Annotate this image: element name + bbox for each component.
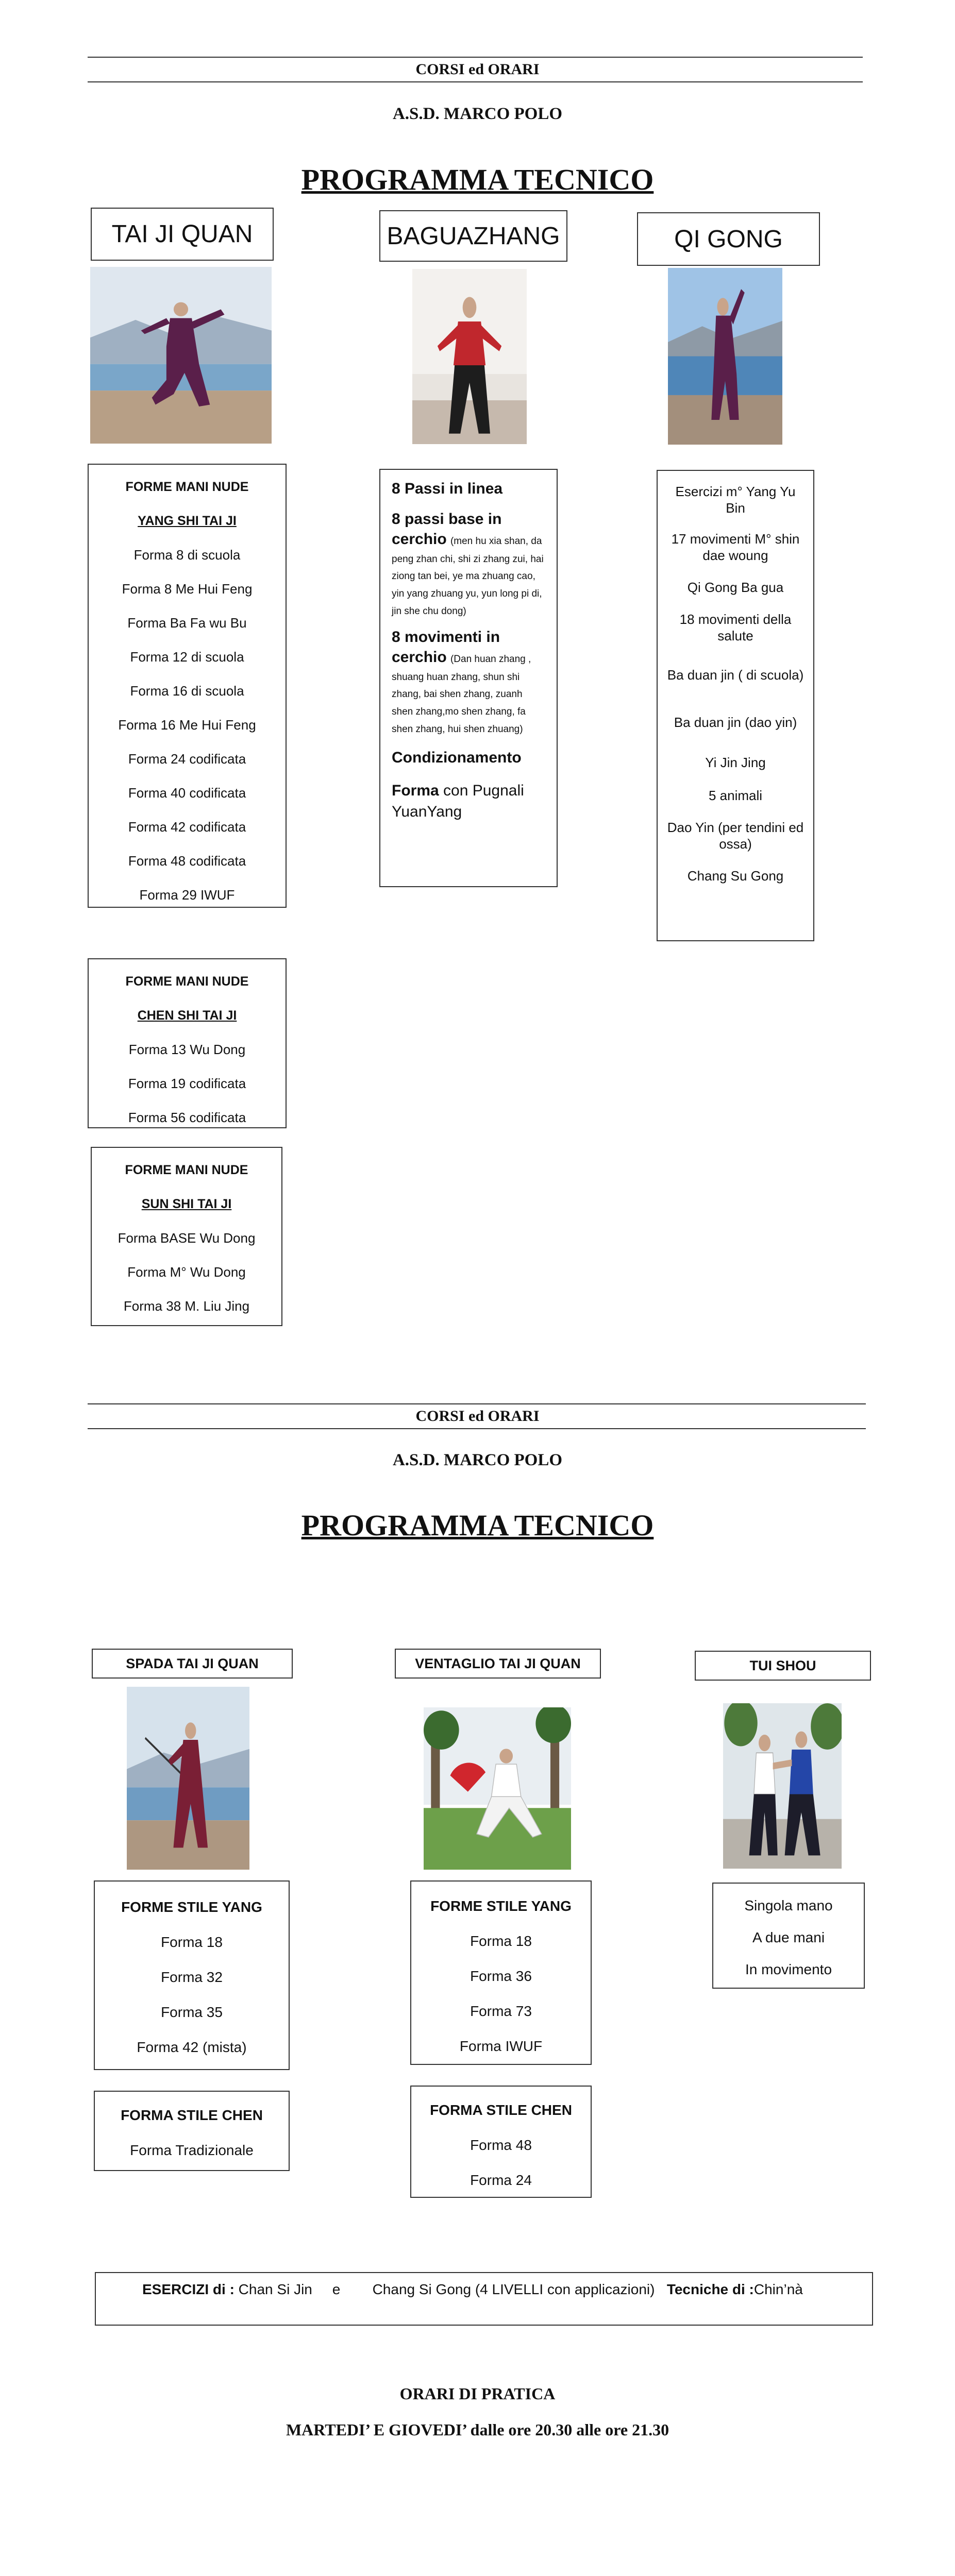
bagua-item-3: 8 movimenti in cerchio (Dan huan zhang , shuang huan zhang, shun shi zhang, bai shen zhang, zuanh shen zhang,mo shen zhang, fa shen zhang, hui shen zhuang)	[392, 628, 531, 735]
list-item: Ba duan jin (dao yin)	[674, 714, 797, 730]
list-item: Forma 73	[470, 2003, 532, 2019]
list-item: Singola mano	[744, 1897, 833, 1913]
tui-shou-box	[712, 1883, 865, 1989]
list-item: Forma 48	[470, 2137, 532, 2153]
list-item: Forma BASE Wu Dong	[118, 1230, 256, 1246]
box-heading: FORME MANI NUDE	[125, 974, 249, 989]
list-item: In movimento	[745, 1961, 832, 1977]
list-item: Forma 18	[161, 1934, 223, 1950]
qi-gong-photo	[668, 268, 782, 445]
box-heading: FORME MANI NUDE	[125, 480, 249, 494]
list-item: Forma 35	[161, 2004, 223, 2020]
box-subheading: CHEN SHI TAI JI	[137, 1008, 237, 1023]
box-heading: FORMA STILE CHEN	[430, 2102, 572, 2118]
program-title: PROGRAMMA TECNICO	[301, 163, 654, 196]
list-item: Forma 8 Me Hui Feng	[122, 581, 253, 597]
top-rule-2	[88, 1428, 866, 1429]
box-subheading: SUN SHI TAI JI	[141, 1197, 232, 1211]
list-item: Forma 18	[470, 1933, 532, 1949]
tui-shou-photo	[723, 1703, 842, 1869]
list-item: 18 movimenti della salute	[679, 611, 792, 643]
box-heading: FORMA STILE CHEN	[121, 2107, 263, 2123]
list-item: Ba duan jin ( di scuola)	[667, 667, 804, 683]
association-name: A.S.D. MARCO POLO	[392, 105, 563, 123]
list-item: Forma 48 codificata	[128, 853, 246, 869]
spada-yang-box	[94, 1880, 290, 2070]
page-header: CORSI ed ORARI	[415, 61, 540, 78]
list-item: Yi Jin Jing	[705, 754, 766, 770]
list-item: Chang Su Gong	[687, 868, 784, 884]
list-item: Forma 29 IWUF	[139, 887, 235, 903]
spada-photo	[127, 1687, 249, 1870]
top-rule-2	[88, 81, 863, 82]
bagua-item-4: Condizionamento	[392, 749, 522, 766]
list-item: Forma 24 codificata	[128, 751, 246, 767]
ventaglio-title: VENTAGLIO TAI JI QUAN	[395, 1649, 601, 1679]
list-item: Forma M° Wu Dong	[127, 1264, 246, 1280]
list-item: Forma 16 di scuola	[130, 683, 244, 699]
ventaglio-photo	[424, 1707, 571, 1870]
baguazhang-title: BAGUAZHANG	[379, 210, 567, 262]
bagua-item-1: 8 Passi in linea	[392, 480, 503, 497]
qi-gong-box	[657, 470, 814, 941]
list-item: Forma 16 Me Hui Feng	[118, 717, 256, 733]
list-item: Forma 42 (mista)	[137, 2039, 247, 2055]
list-item: Dao Yin (per tendini ed ossa)	[667, 819, 804, 852]
spada-title: SPADA TAI JI QUAN	[92, 1649, 293, 1679]
bagua-item-5: Forma con Pugnali YuanYang	[392, 782, 524, 820]
list-item: Forma 24	[470, 2172, 532, 2188]
tai-ji-quan-title: TAI JI QUAN	[91, 208, 274, 261]
list-item: Forma 36	[470, 1968, 532, 1984]
sun-shi-forms-box	[91, 1147, 282, 1326]
list-item: 17 movimenti M° shin dae woung	[671, 531, 800, 563]
chen-shi-forms-box	[88, 958, 287, 1128]
list-item: Forma 40 codificata	[128, 785, 246, 801]
exercises-label: ESERCIZI di :	[142, 2281, 234, 2297]
list-item: Forma 38 M. Liu Jing	[123, 1298, 250, 1314]
page-header: CORSI ed ORARI	[415, 1408, 540, 1425]
schedule-text: MARTEDI’ E GIOVEDI’ dalle ore 20.30 alle ore 21.30	[286, 2420, 669, 2439]
baguazhang-box	[379, 469, 558, 887]
exercises-text: ESERCIZI di : Chan Si Jin e Chang Si Gong (4 LIVELLI con applicazioni) Tecniche di :Chin’nà	[142, 2281, 803, 2297]
list-item: Forma 8 di scuola	[133, 547, 241, 563]
spada-chen-box	[94, 2091, 290, 2171]
box-heading: FORME STILE YANG	[430, 1898, 572, 1914]
box-heading: FORME STILE YANG	[121, 1899, 262, 1915]
list-item: A due mani	[752, 1929, 825, 1945]
schedule-title: ORARI DI PRATICA	[399, 2384, 556, 2403]
list-item: 5 animali	[708, 787, 763, 803]
top-rule-1	[88, 57, 863, 58]
box-subheading: YANG SHI TAI JI	[138, 514, 237, 528]
list-item: Forma 42 codificata	[128, 819, 246, 835]
list-item: Forma 13 Wu Dong	[128, 1042, 246, 1057]
list-item: Forma 12 di scuola	[130, 649, 244, 665]
list-item: Esercizi m° Yang Yu Bin	[675, 483, 796, 516]
tui-shou-title: TUI SHOU	[695, 1651, 871, 1681]
list-item: Forma Ba Fa wu Bu	[127, 615, 247, 631]
top-rule-1	[88, 1403, 866, 1404]
list-item: Forma 56 codificata	[128, 1110, 246, 1125]
bagua-item-2: 8 passi base in cerchio (men hu xia shan, da peng zhan chi, shi zi zhang zui, hai ziong tan bei, ye ma zhuang cao, yin yang zhuang yu, yun long pi di, jin she chu dong)	[392, 510, 544, 617]
qi-gong-title: QI GONG	[637, 212, 820, 266]
tai-ji-quan-photo	[90, 267, 272, 444]
list-item: Forma 19 codificata	[128, 1076, 246, 1091]
yang-shi-forms-box	[88, 464, 287, 908]
ventaglio-chen-box	[410, 2086, 592, 2198]
program-title: PROGRAMMA TECNICO	[301, 1509, 654, 1542]
list-item: Forma IWUF	[459, 2038, 543, 2054]
list-item: Qi Gong Ba gua	[687, 579, 784, 595]
association-name: A.S.D. MARCO POLO	[392, 1451, 563, 1469]
exercises-box	[95, 2272, 873, 2326]
box-heading: FORME MANI NUDE	[125, 1163, 248, 1177]
list-item: Forma 32	[161, 1969, 223, 1985]
ventaglio-yang-box	[410, 1880, 592, 2065]
techniques-label: Tecniche di :	[666, 2281, 754, 2297]
list-item: Forma Tradizionale	[130, 2142, 254, 2158]
baguazhang-photo	[412, 269, 527, 444]
